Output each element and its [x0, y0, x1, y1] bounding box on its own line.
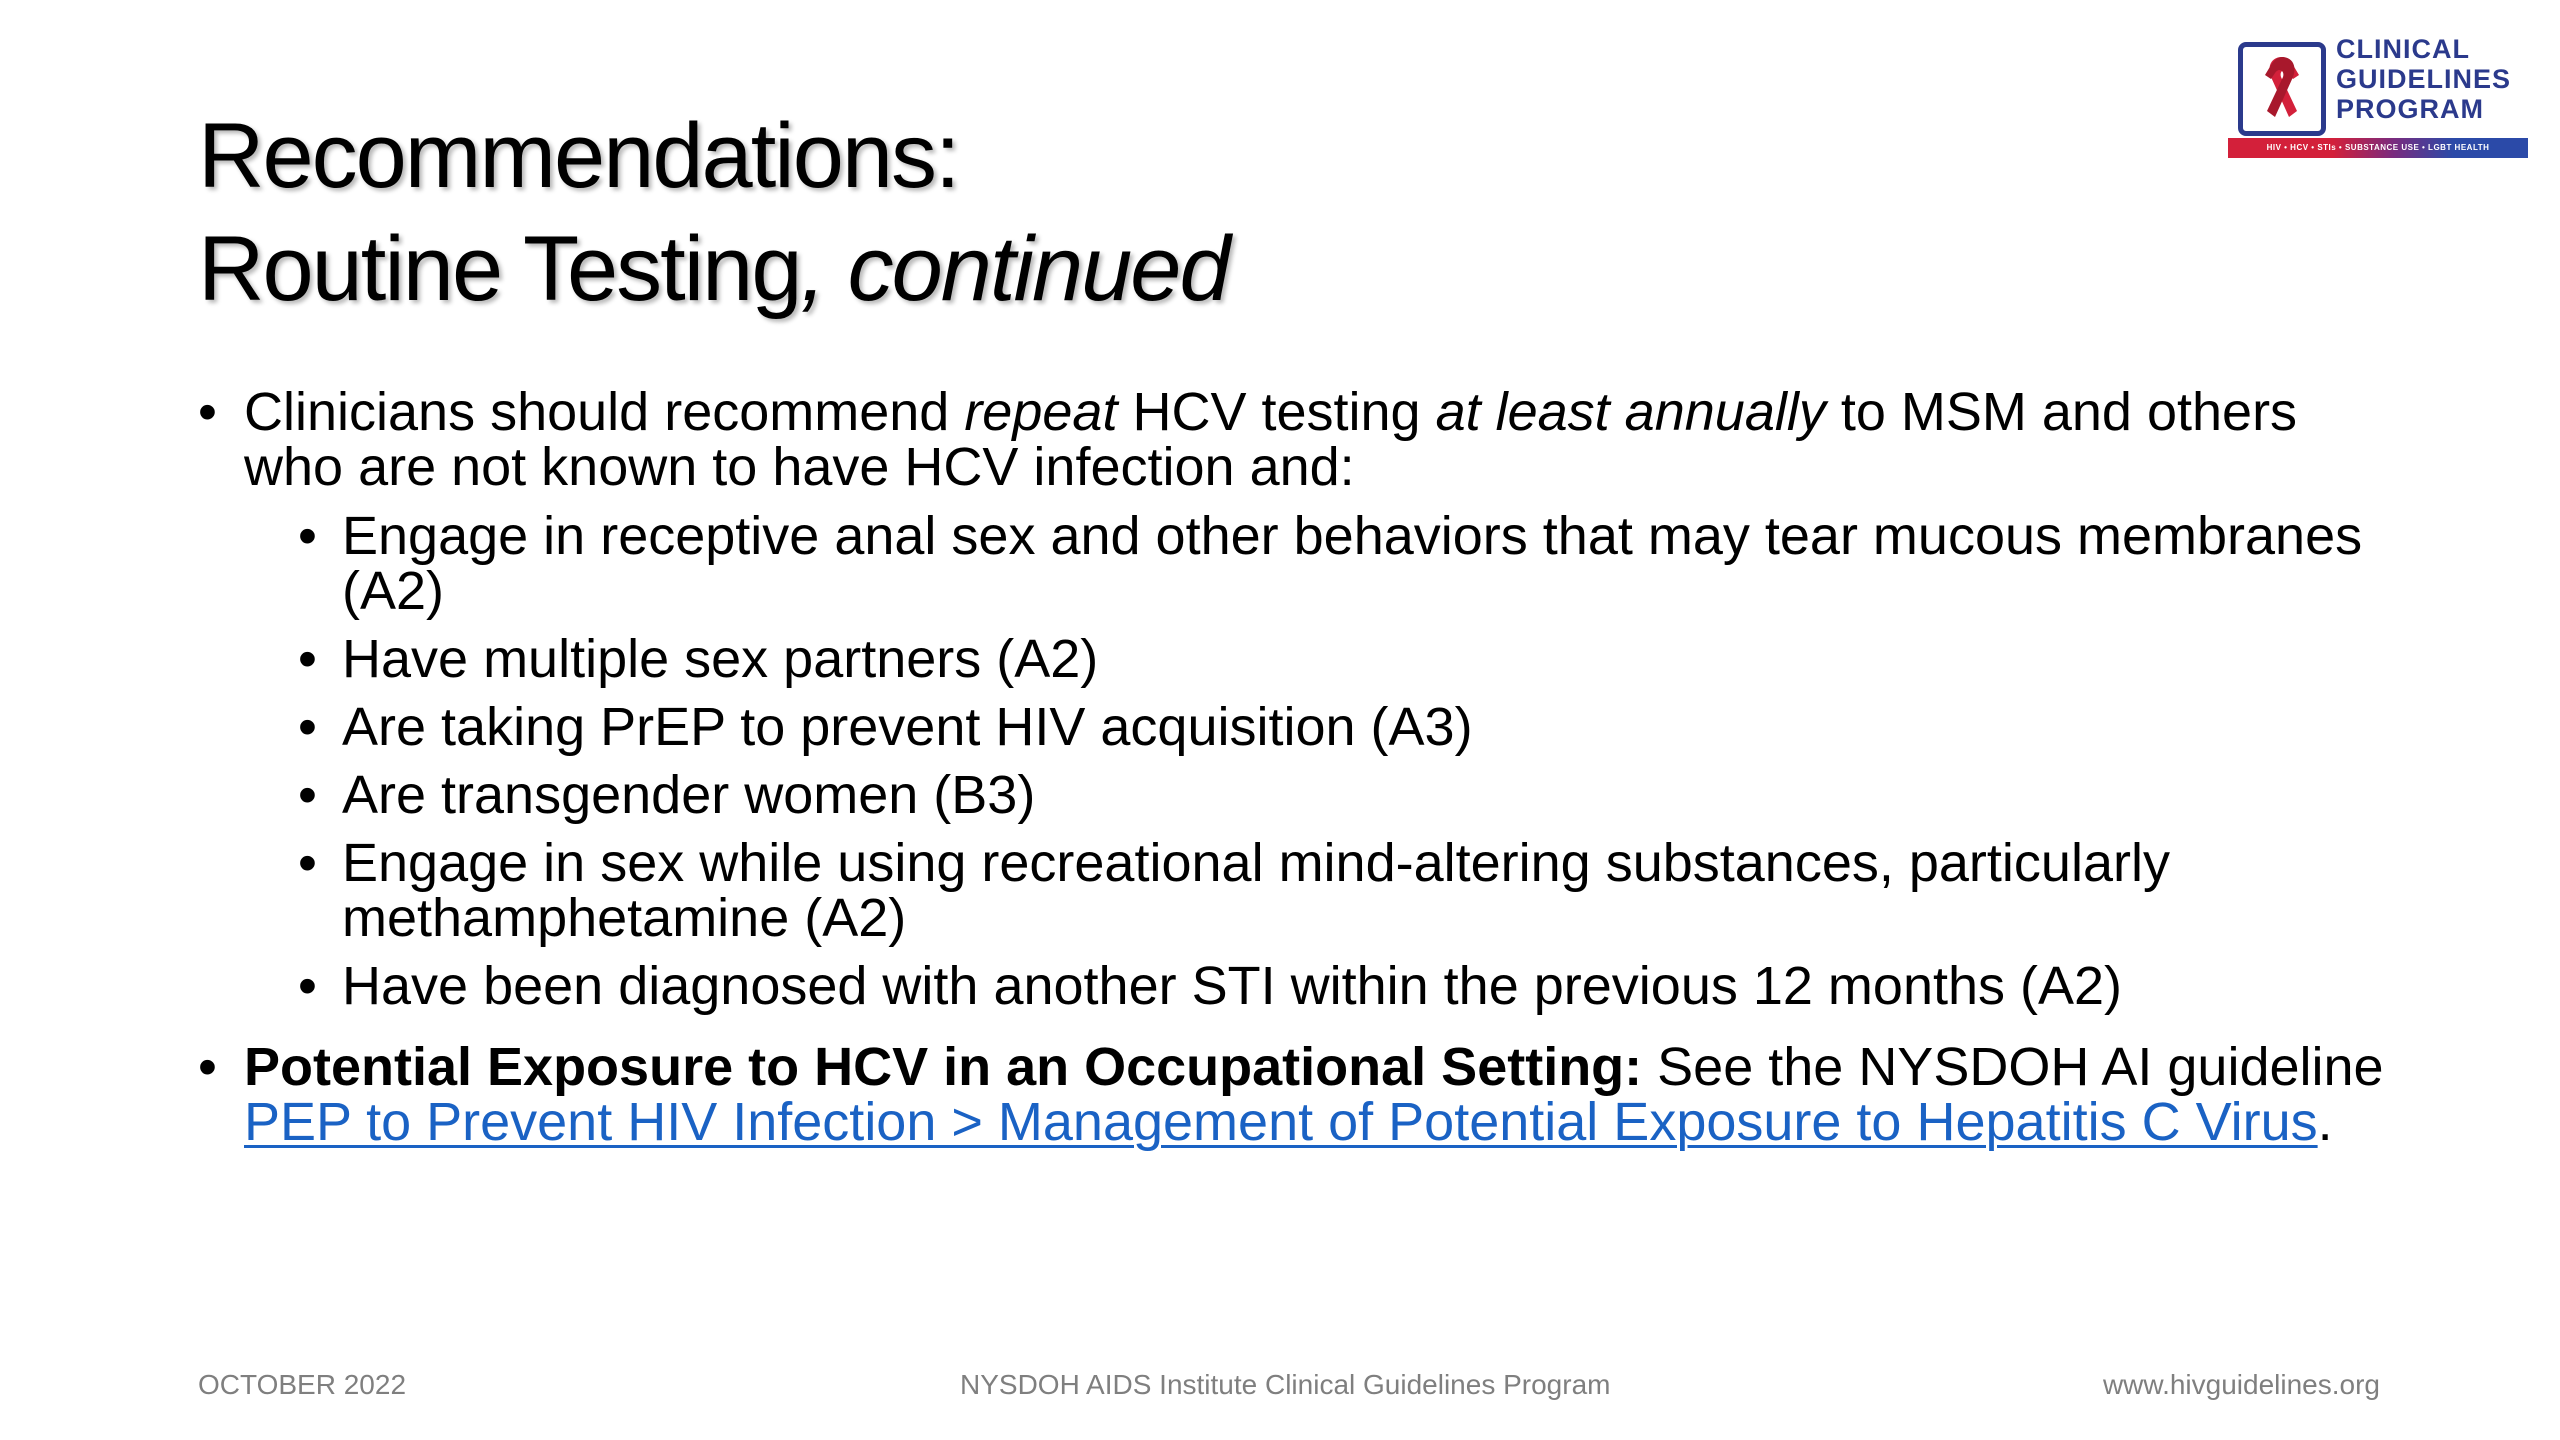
sub-bullet-item: [198, 506, 2398, 621]
sub-bullet-item: [198, 697, 2398, 757]
bullet-dot: •: [298, 956, 317, 1016]
bullet1-text-a: Clinicians should recommend: [244, 382, 965, 442]
bullet-dot: •: [298, 833, 317, 893]
pep-guideline-link[interactable]: PEP to Prevent HIV Infection > Management of Potential Exposure to Hepatitis C Virus: [244, 1092, 2318, 1152]
footer-program: NYSDOH AIDS Institute Clinical Guidelines Program: [960, 1369, 1611, 1400]
slide-body: [198, 382, 2398, 1152]
logo-frame: [2238, 42, 2326, 136]
sub-bullet-text: Engage in sex while using recreational mind-altering substances, particularly methamphetamine (A2): [342, 833, 2170, 948]
clinical-guidelines-program-logo: [2228, 34, 2528, 162]
bullet1-emphasis-repeat: repeat: [964, 382, 1118, 442]
bullet-dot: •: [298, 697, 317, 757]
sub-bullet-text: Have been diagnosed with another STI within the previous 12 months (A2): [342, 956, 2123, 1016]
bullet-dot: •: [198, 1037, 217, 1097]
sub-bullet-text: Are transgender women (B3): [342, 765, 1036, 825]
title-main: Routine Testing: [198, 218, 801, 320]
logo-line-1: CLINICAL: [2336, 34, 2470, 64]
logo-line-2: GUIDELINES: [2336, 64, 2512, 94]
title-continued: , continued: [800, 218, 1229, 320]
bullet1-text-b: HCV testing: [1117, 382, 1436, 442]
logo-line-3: PROGRAM: [2336, 94, 2484, 124]
bullet-dot: •: [298, 629, 317, 689]
sub-bullet-item: [198, 765, 2398, 825]
bullet2-heading: Potential Exposure to HCV in an Occupational Setting:: [244, 1037, 1643, 1097]
bullet1-text-c: to MSM and others who are not known to have HCV infection and:: [244, 382, 2298, 497]
bullet-dot: •: [298, 506, 317, 566]
sub-bullet-text: Have multiple sex partners (A2): [342, 629, 1099, 689]
bullet-repeat-testing: [198, 382, 2398, 497]
logo-tagline: HIV • HCV • STIs • SUBSTANCE USE • LGBT HEALTH: [2266, 143, 2490, 152]
bullet2-text: See the NYSDOH AI guideline: [1642, 1037, 2384, 1097]
sub-bullet-item: [198, 956, 2398, 1016]
footer-website: www.hivguidelines.org: [2102, 1369, 2380, 1400]
sub-bullet-text: Engage in receptive anal sex and other behaviors that may tear mucous membranes (A2): [342, 506, 2363, 621]
sub-bullet-text: Are taking PrEP to prevent HIV acquisition (A3): [342, 697, 1473, 757]
footer-date: OCTOBER 2022: [198, 1369, 407, 1400]
bullet1-emphasis-annually: at least annually: [1435, 382, 1826, 442]
slide-title: [198, 100, 2098, 326]
bullet-dot: •: [198, 382, 217, 442]
logo-text: [2336, 34, 2511, 124]
title-line-1: Recommendations:: [198, 105, 959, 207]
bullet-dot: •: [298, 765, 317, 825]
title-line-2: [198, 213, 2098, 326]
bullet-occupational-exposure: [198, 1037, 2398, 1152]
red-ribbon-icon: [2243, 47, 2321, 131]
sub-bullet-item: [198, 629, 2398, 689]
sub-bullet-item: [198, 833, 2398, 948]
bullet2-period: .: [2317, 1092, 2333, 1152]
